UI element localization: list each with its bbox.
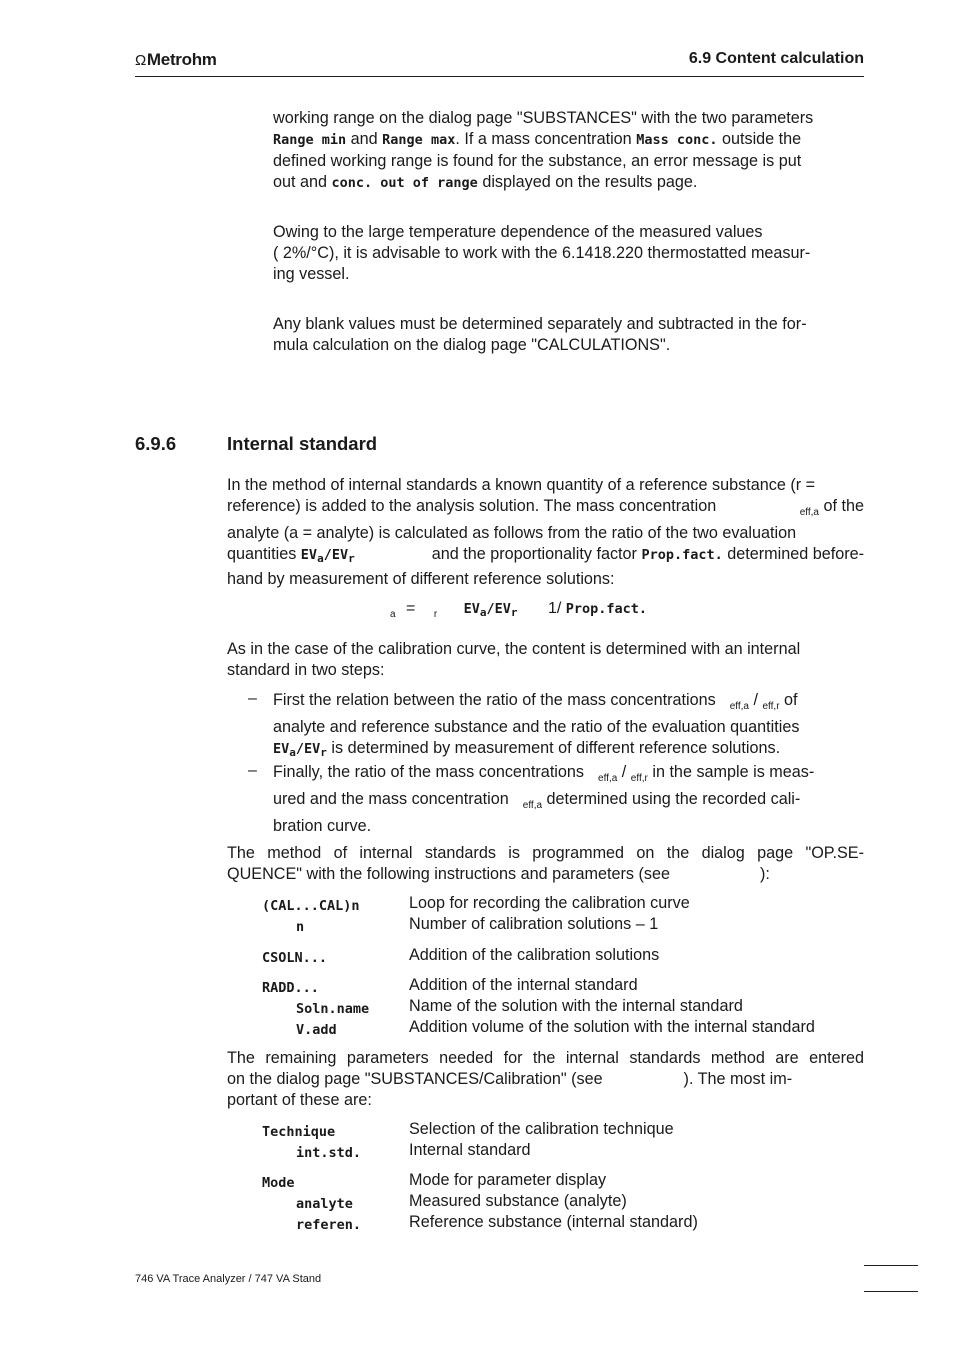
bullet-dash: –: [248, 690, 257, 707]
param-name: Technique: [262, 1124, 336, 1140]
footer-rule: [864, 1291, 918, 1292]
intro-paragraph-2: Owing to the large temperature dependence of the measured values ( 2%/°C), it is advisable to work with the 6.1418.220 thermostatted measur- ing vessel.: [273, 223, 811, 283]
intro-paragraph-1: working range on the dialog page "SUBSTANCES" with the two parameters Range min and Range max. If a mass concentration Mass conc. outside the defined working range is found for the substance, an error message is put out and conc. out of range displayed on the results page.: [273, 109, 814, 191]
param-desc: Name of the solution with the internal standard: [409, 997, 743, 1015]
param-name: referen.: [296, 1217, 362, 1233]
param-desc: Measured substance (analyte): [409, 1192, 627, 1210]
intro-paragraph-3: Any blank values must be determined separately and subtracted in the for- mula calculation on the dialog page "CALCULATIONS".: [273, 315, 807, 354]
logo-text: Metrohm: [146, 50, 217, 69]
section-header-title: 6.9 Content calculation: [688, 50, 864, 67]
omega-icon: Ω: [135, 52, 146, 69]
param-name: V.add: [296, 1022, 337, 1038]
param-name: (CAL...CAL)n: [262, 898, 360, 914]
param-name: Soln.name: [296, 1001, 370, 1017]
formula: $_a$ = $_r$ $EV_a/EV_r$ 1/ Prop.fact.: [390, 600, 648, 620]
param-desc: Selection of the calibration technique: [409, 1120, 674, 1138]
param-name: CSOLN...: [262, 950, 328, 966]
bullet-item-2: Finally, the ratio of the mass concentrations $_{eff,a}$ / $_{eff,r}$ in the sample is meas- ured and the mass concentration $_{eff,a}$ determined using the recorded cali- bration curve.: [273, 763, 815, 835]
param-name: int.std.: [296, 1145, 362, 1161]
param-desc: Addition of the calibration solutions: [409, 946, 660, 964]
section-number: 6.9.6: [135, 433, 177, 454]
param-desc: Internal standard: [409, 1141, 531, 1159]
section-paragraph-3: The method of internal standards is programmed on the dialog page "OP.SE- QUENCE" with the following instructions and parameters (see ):: [227, 844, 864, 883]
metrohm-logo: [135, 50, 217, 70]
page-header: [135, 48, 864, 77]
param-name: n: [296, 919, 305, 935]
param-name: Mode: [262, 1175, 295, 1191]
param-desc: Addition of the internal standard: [409, 976, 638, 994]
param-desc: Reference substance (internal standard): [409, 1213, 698, 1231]
param-desc: Loop for recording the calibration curve: [409, 894, 690, 912]
param-desc: Addition volume of the solution with the internal standard: [409, 1018, 815, 1036]
footer-rule: [864, 1265, 918, 1266]
param-name: RADD...: [262, 980, 319, 996]
bullet-item-1: First the relation between the ratio of the mass concentrations $_{eff,a}$ / $_{eff,r}$ of analyte and reference substance and the ratio of the evaluation quantities $EV_a/EV_r$ is determined by measurement of different reference solutions.: [273, 691, 800, 759]
param-name: analyte: [296, 1196, 353, 1212]
page-footer: 746 VA Trace Analyzer / 747 VA Stand: [135, 1273, 322, 1285]
bullet-dash: –: [248, 762, 257, 779]
section-paragraph-2: As in the case of the calibration curve, the content is determined with an internal standard in two steps:: [227, 640, 801, 679]
param-desc: Mode for parameter display: [409, 1171, 607, 1189]
param-desc: Number of calibration solutions – 1: [409, 915, 659, 933]
section-paragraph-1: In the method of internal standards a known quantity of a reference substance (r = reference) is added to the analysis solution. The mass concentration $_{eff,a}$ of the analyte (a = analyte) is calculated as follows from the ratio of the two evaluation quantities $EV_a/EV_r$ and the proportionality factor Prop.fact. determined before- hand by measurement of different reference solutions:: [227, 476, 864, 588]
section-paragraph-4: The remaining parameters needed for the internal standards method are entered on the dialog page "SUBSTANCES/Calibration" (see ). The most im- portant of these are:: [227, 1049, 864, 1109]
section-title: Internal standard: [227, 433, 378, 454]
